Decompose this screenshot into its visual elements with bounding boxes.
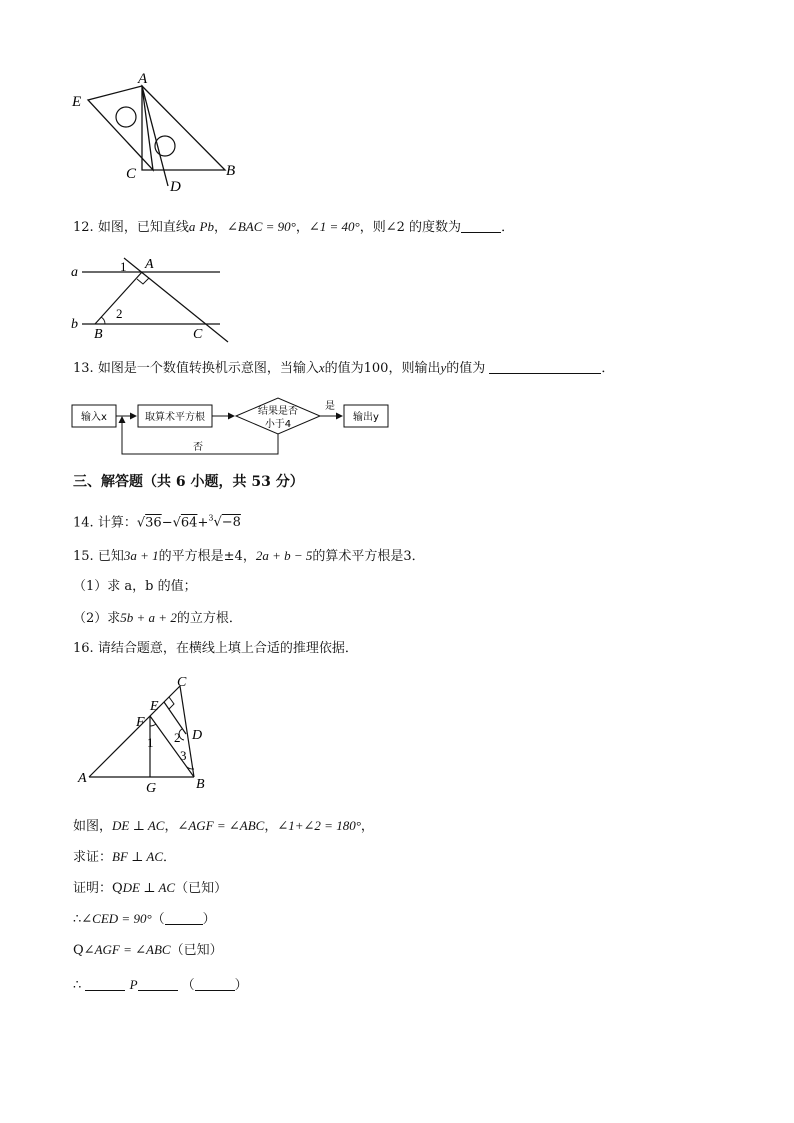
label-D: D	[170, 179, 181, 195]
flow-output-box: 输出y	[353, 412, 379, 423]
q16-proof-line2	[73, 910, 216, 929]
q16-given-prefix: 如图，	[73, 819, 113, 834]
q16-given-perp: DE ⊥ AC	[112, 818, 165, 833]
q15-part2-expr: 5b + a + 2	[120, 610, 177, 625]
q13-text2: 的值为	[324, 361, 364, 376]
q12-cond1: ∠BAC = 90°	[226, 219, 296, 234]
q15-value2: 3	[403, 549, 412, 564]
q14-number: 14.	[73, 515, 94, 531]
q16-prove-statement: BF ⊥ AC	[112, 849, 163, 864]
question-13	[73, 359, 614, 378]
label-A: A	[78, 771, 87, 786]
label-1: 1	[147, 735, 154, 750]
label-b: b	[71, 317, 78, 332]
q14-sqrt1: √36	[136, 515, 162, 531]
label-G: G	[146, 781, 157, 796]
flowchart-q13	[68, 392, 398, 460]
q16-proof1-reason: （已知）	[175, 881, 228, 896]
q15-expr1: 3a + 1	[123, 548, 159, 563]
q16-proof1-prefix: 证明：Q	[73, 881, 123, 896]
q16-proof4-prefix: ∴	[73, 978, 82, 993]
label-3: 3	[180, 748, 187, 763]
q16-proof4-close: ）	[234, 978, 248, 993]
flow-input-box: 输入x	[81, 412, 107, 423]
q16-parallel-symbol: P	[129, 977, 138, 992]
q16-proof-line4	[73, 976, 248, 995]
q16-given-sep3: ，	[360, 819, 374, 834]
q16-given-sep2: ，	[264, 819, 278, 834]
q12-text1: 如图，已知直线	[97, 220, 189, 235]
label-2: 2	[116, 306, 123, 321]
label-B: B	[196, 777, 205, 792]
q13-end: ．	[601, 361, 615, 376]
q16-proof3-reason: （已知）	[170, 943, 223, 958]
label-E: E	[72, 94, 82, 110]
q16-given-sum: ∠1+∠2 = 180°	[277, 818, 361, 833]
q16-given	[73, 817, 374, 836]
figure-q11	[68, 66, 248, 196]
q16-reason-blank-1[interactable]	[165, 910, 203, 925]
q15-value1: ±4	[223, 549, 243, 564]
q13-number: 13.	[73, 361, 94, 376]
q16-given-sep1: ，	[164, 819, 178, 834]
q16-prove-end: ．	[163, 850, 177, 865]
q12-line-b: b	[207, 219, 214, 234]
q16-proof1-statement: DE ⊥ AC	[122, 880, 176, 895]
q13-x: x	[318, 360, 325, 375]
q15-part2	[73, 609, 242, 628]
q15-sep: ，	[242, 549, 256, 564]
label-C: C	[126, 166, 137, 182]
label-D: D	[192, 728, 203, 743]
section-3-title: 三、解答题（共 6 小题，共 53 分）	[73, 474, 304, 490]
question-12	[73, 218, 514, 237]
q12-cond2: ∠1 = 40°	[308, 219, 360, 234]
label-2: 2	[174, 730, 181, 745]
q16-proof3-prefix: Q	[73, 943, 84, 958]
q16-proof4-open: （	[181, 978, 195, 993]
label-B: B	[94, 327, 103, 342]
q16-reason-blank-2[interactable]	[195, 976, 235, 991]
q16-proof3-statement: ∠AGF = ∠ABC	[83, 942, 171, 957]
q12-sep1: ，	[213, 220, 227, 235]
label-C: C	[193, 327, 203, 342]
flow-sqrt-box: 取算术平方根	[145, 412, 205, 423]
q13-y: y	[440, 360, 447, 375]
q16-proof-line3	[73, 941, 223, 960]
q12-number: 12.	[73, 220, 94, 235]
q16-proof-line1	[73, 879, 227, 898]
q15-end: ．	[411, 549, 425, 564]
q14-plus: +	[197, 515, 209, 531]
q14-cbrt: $^3$√−8	[208, 514, 241, 531]
q16-text: 请结合题意，在横线上填上合适的推理依据．	[97, 641, 358, 656]
label-C: C	[177, 675, 187, 690]
q13-text3: ，则输出	[388, 361, 441, 376]
q15-part1: （1）求 a，b 的值；	[73, 579, 197, 594]
q14-minus: −	[161, 515, 173, 531]
q12-text2: ，则∠2 的度数为	[359, 220, 462, 235]
q15-number: 15.	[73, 549, 94, 564]
q14-text: 计算：	[97, 515, 137, 531]
label-F: F	[136, 715, 145, 730]
q14-radicand3: −8	[221, 515, 241, 531]
label-A: A	[145, 257, 154, 272]
q16-blank-right[interactable]	[138, 976, 178, 991]
q16-proof2-open: （	[151, 912, 165, 927]
q16-prove-prefix: 求证：	[73, 850, 113, 865]
q15-expr2: 2a + b − 5	[255, 548, 313, 563]
question-16	[73, 640, 358, 658]
q16-given-angle-eq: ∠AGF = ∠ABC	[177, 818, 265, 833]
q14-sqrt2: √64	[172, 515, 198, 531]
q16-blank-left[interactable]	[85, 976, 125, 991]
q13-text4: 的值为	[446, 361, 486, 376]
q12-line-a: a	[188, 219, 196, 234]
label-A: A	[138, 71, 148, 87]
q14-radicand2: 64	[180, 515, 198, 531]
q12-answer-blank[interactable]	[461, 218, 501, 233]
q16-proof2-close: ）	[202, 912, 216, 927]
q16-prove	[73, 848, 176, 867]
flow-no-label: 否	[193, 442, 203, 453]
figure-q16	[70, 674, 220, 799]
q12-parallel-symbol: P	[199, 219, 208, 234]
q15-text2: 的平方根是	[158, 549, 224, 564]
q13-text1: 如图是一个数值转换机示意图，当输入	[97, 361, 319, 376]
q16-proof2-prefix: ∴	[73, 912, 82, 927]
question-15	[73, 547, 425, 566]
figure-q12	[68, 252, 248, 347]
flow-condition-line1: 结果是否	[258, 406, 298, 417]
q12-sep2: ，	[295, 220, 309, 235]
q16-number: 16.	[73, 641, 94, 656]
label-1: 1	[120, 259, 127, 274]
flow-yes-label: 是	[325, 401, 335, 412]
q15-text1: 已知	[97, 549, 124, 564]
q14-root-index: 3	[208, 514, 214, 523]
q13-answer-blank[interactable]	[489, 359, 601, 374]
q16-proof2-statement: ∠CED = 90°	[81, 911, 152, 926]
flow-condition-line2: 小于4	[264, 419, 292, 430]
q13-value: 100	[363, 361, 389, 376]
q15-part2-text1: （2）求	[73, 611, 121, 626]
q15-part2-text2: 的立方根．	[176, 611, 242, 626]
q14-radicand1: 36	[145, 515, 162, 531]
q12-end: ．	[501, 220, 515, 235]
label-E: E	[150, 699, 159, 714]
question-14	[73, 510, 241, 532]
label-B: B	[226, 163, 236, 179]
q15-text3: 的算术平方根是	[312, 549, 404, 564]
label-a: a	[71, 265, 78, 280]
